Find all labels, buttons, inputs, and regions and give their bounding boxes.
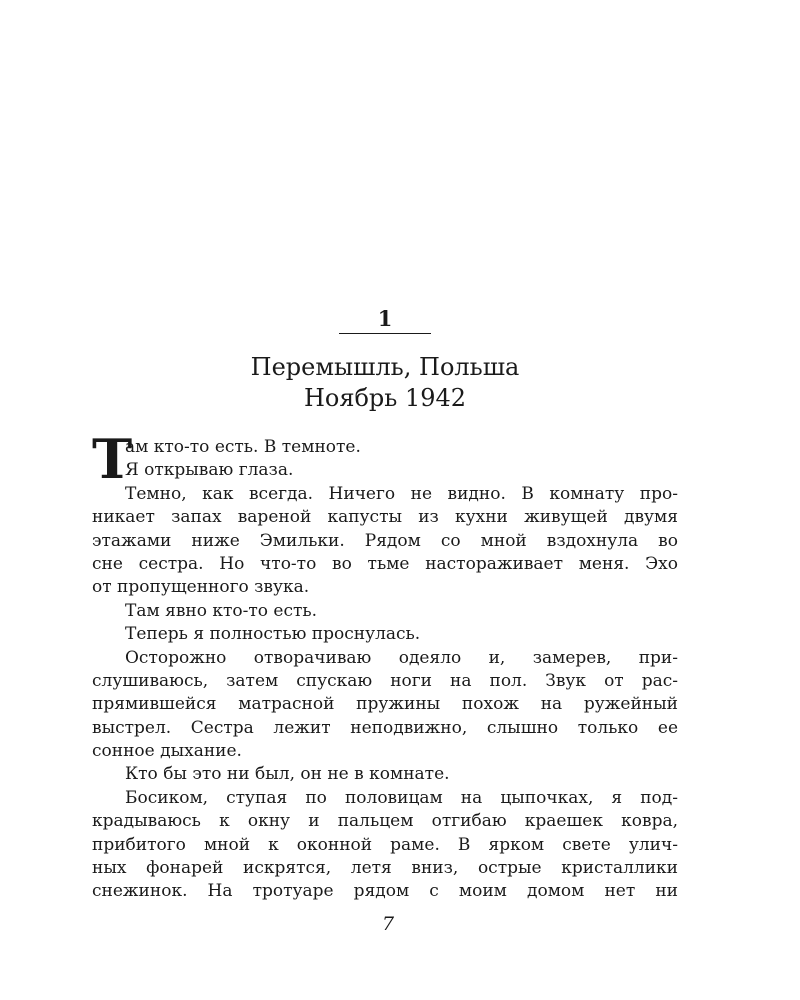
drop-cap: Т — [92, 427, 133, 491]
text-line: Теперь я полностью проснулась. — [125, 624, 421, 645]
chapter-title-date: Ноябрь 1942 — [303, 384, 467, 412]
text-line: ных фонарей искрятся, летя вниз, острые кристаллики — [92, 858, 678, 879]
text-line: слушиваюсь, затем спускаю ноги на пол. Звук от рас- — [92, 670, 678, 691]
text-line: Темно, как всегда. Ничего не видно. В комнату про- — [125, 483, 678, 504]
text-line: Босиком, ступая по половицам на цыпочках, я под- — [125, 787, 678, 808]
text-line: Там явно кто-то есть. — [125, 600, 318, 621]
body-text — [92, 436, 678, 904]
text-line: сонное дыхание. — [92, 741, 242, 762]
text-line: Кто бы это ни был, он не в комнате. — [125, 764, 450, 785]
text-line: Осторожно отворачиваю одеяло и, замерев, при- — [125, 647, 678, 668]
chapter-title — [0, 352, 770, 414]
page-number: 7 — [381, 913, 395, 935]
text-line: от пропущенного звука. — [92, 577, 310, 598]
text-line: выстрел. Сестра лежит неподвижно, слышно только ее — [92, 717, 678, 738]
text-line: Я открываю глаза. — [125, 460, 294, 481]
text-line: крадываюсь к окну и пальцем отгибаю краешек ковра, — [92, 811, 678, 832]
text-line: никает запах вареной капусты из кухни живущей двумя — [92, 507, 678, 528]
chapter-number: 1 — [377, 306, 393, 331]
text-line: прямившейся матрасной пружины похож на ружейный — [92, 694, 678, 715]
text-line: снежинок. На тротуаре рядом с моим домом нет ни — [92, 881, 678, 902]
text-line: сне сестра. Но что-то во тьме настораживает меня. Эхо — [92, 553, 678, 574]
text-line: прибитого мной к оконной раме. В ярком свете улич- — [92, 834, 678, 855]
text-line: этажами ниже Эмильки. Рядом со мной вздохнула во — [92, 530, 678, 551]
text-line: ам кто-то есть. В темноте. — [125, 437, 361, 457]
chapter-number-underline — [339, 333, 431, 334]
chapter-title-place: Перемышль, Польша — [250, 353, 520, 381]
